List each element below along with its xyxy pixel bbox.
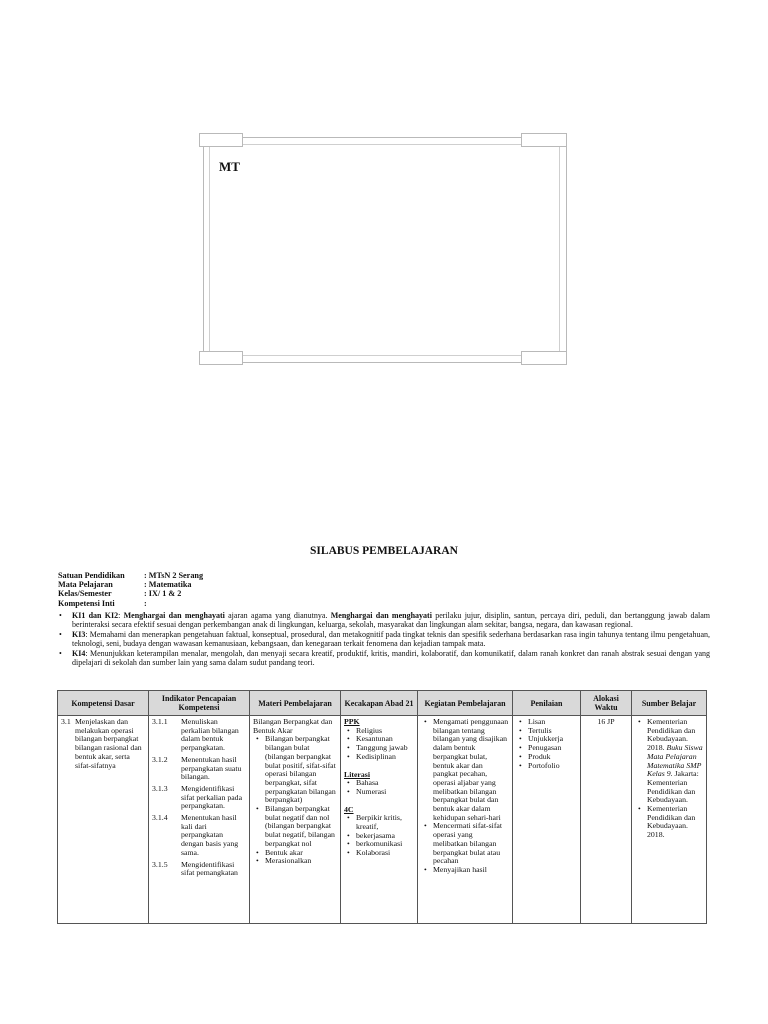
list-item: • Menyajikan hasil (433, 866, 509, 875)
indicator-number: 3.1.5 (152, 859, 168, 869)
kd-number: 3.1 (61, 717, 71, 726)
cover-frame (203, 137, 567, 363)
kecakapan-section-title: 4C (344, 804, 354, 814)
list-item: • Kolaborasi (356, 849, 414, 858)
corner-ornament-top-right (521, 133, 567, 147)
ki-label: KI4 (72, 649, 86, 659)
indicator-text: Menentukan hasil perpangkatan suatu bilangan. (181, 754, 242, 782)
header-cell: Alokasi Waktu (581, 691, 632, 716)
header-cell: Materi Pembelajaran (250, 691, 341, 716)
cover-inner-border (209, 144, 560, 356)
indicator-number: 3.1.3 (152, 783, 168, 793)
list-item: • Numerasi (356, 788, 414, 797)
list-item: • Mengamati penggunaan bilangan tentang bilangan yang disajikan dalam bentuk berpangkat bulat, bentuk akar dan pangkat pecahan, operasi aljabar yang melibatkan bilangan berpangkat bulat dan bentuk akar dalam kehidupan sehari-hari (433, 718, 509, 822)
table-row (58, 716, 707, 924)
kecakapan-section-title: Literasi (344, 769, 370, 779)
identity-block (58, 571, 203, 608)
materi-cell (250, 716, 341, 924)
sumber-list (635, 718, 703, 840)
list-item: • Portofolio (528, 762, 577, 771)
kompetensi-dasar-cell (58, 716, 149, 924)
kecakapan-list (344, 814, 414, 858)
source-text: Jakarta: Kementerian Pendidikan dan Kebudayaan. (647, 769, 699, 805)
list-item: • Produk (528, 753, 577, 762)
ki-text: ajaran agama yang dianutnya. (224, 611, 331, 620)
list-item: • Unjukkerja (528, 735, 577, 744)
indicator-number: 3.1.1 (152, 717, 168, 726)
ki-label: KI1 dan KI2 (72, 611, 119, 620)
indicator-item (152, 785, 246, 811)
list-item: • Kesantunan (356, 735, 414, 744)
indikator-cell (149, 716, 250, 924)
list-item: • Kedisiplinan (356, 753, 414, 762)
identity-key: Kelas/Semester (58, 589, 112, 599)
header-cell: Kompetensi Dasar (58, 691, 149, 716)
source-text: Kementerian Pendidikan dan Kebudayaan. 2018. (647, 717, 696, 753)
indicator-text: Mengidentifikasi sifat perkalian pada perpangkatan. (181, 783, 243, 811)
kd-entry (61, 718, 145, 770)
identity-value: : MTsN 2 Serang (144, 571, 204, 580)
penilaian-list (516, 718, 577, 770)
header-cell: Kecakapan Abad 21 (341, 691, 418, 716)
list-item: • Religius (356, 727, 414, 736)
kegiatan-list (421, 718, 509, 875)
identity-value: : Matematika (144, 580, 192, 590)
identity-value: : (144, 598, 147, 608)
ki-emphasis: Menghargai dan menghayati (330, 611, 432, 620)
indicator-item (152, 861, 246, 878)
sumber-cell (632, 716, 707, 924)
list-item: • Berpikir kritis, kreatif, (356, 814, 414, 831)
source-text: Kementerian Pendidikan dan Kebudayaan. 2018. (647, 804, 696, 840)
kecakapan-section-title: PPK (344, 717, 360, 726)
list-item: • Bilangan berpangkat bulat negatif dan nol (bilangan berpangkat bulat negatif, bilangan berpangkat nol (265, 805, 337, 849)
header-cell: Sumber Belajar (632, 691, 707, 716)
ki-item (58, 630, 710, 648)
materi-list (253, 735, 337, 866)
list-item: • Mencermati sifat-sifat operasi yang melibatkan bilangan berpangkat bulat atau pecahan (433, 822, 509, 866)
indicator-text: Mengidentifikasi sifat pemangkatan (181, 859, 238, 878)
indicator-number: 3.1.2 (152, 754, 168, 764)
identity-row (58, 589, 203, 598)
ki-label: KI3 (72, 630, 86, 640)
ki-text: : Menunjukkan keterampilan menalar, mengolah, dan menyaji secara kreatif, produktif, kritis, mandiri, kolaboratif, dan komunikatif, dalam ranah konkret dan ranah abstrak sesuai dengan yang dipelajari di sekolah dan sumber lain yang sama dalam sudut pandang teori. (72, 649, 710, 668)
list-item: • Tanggung jawab (356, 744, 414, 753)
ki-text: : Memahami dan menerapkan pengetahuan faktual, konseptual, prosedural, dan metakognitif pada tingkat teknis dan spesifik sederhana berdasarkan rasa ingin tahunya tentang ilmu pengetahuan, teknologi, seni, budaya dengan wawasan kemanusiaan, kebangsaan, dan kenegaraan terkait fenomena dan kejadian tampak mata. (72, 630, 710, 649)
list-item: • Merasionalkan (265, 857, 337, 866)
indicator-number: 3.1.4 (152, 813, 168, 823)
source-title: Buku Siswa Mata Pelajaran Matematika SMP Kelas 9. (647, 743, 703, 779)
corner-ornament-bottom-left (199, 351, 243, 365)
list-item: • berkomunikasi (356, 840, 414, 849)
header-cell: Kegiatan Pembelajaran (418, 691, 513, 716)
kecakapan-list (344, 779, 414, 796)
indicator-item (152, 756, 246, 782)
alokasi-cell: 16 JP (581, 716, 632, 924)
corner-ornament-bottom-right (521, 351, 567, 365)
ki-text: : (118, 611, 124, 620)
table-header-row (58, 691, 707, 716)
list-item: • Bahasa (356, 779, 414, 788)
kegiatan-cell (418, 716, 513, 924)
document-title: SILABUS PEMBELAJARAN (310, 545, 458, 557)
corner-ornament-top-left (199, 133, 243, 147)
materi-heading: Bilangan Berpangkat dan Bentuk Akar (253, 717, 333, 735)
identity-key: Satuan Pendidikan (58, 571, 125, 580)
list-item: • Bentuk akar (265, 849, 337, 858)
ki-text: perilaku jujur, disiplin, santun, percaya diri, peduli, dan bertanggung jawab dalam berinteraksi secara efektif sesuai dengan perkembangan anak di lingkungan, keluarga, sekolah, masyarakat dan lingkungan alam sekitar, bangsa, negara, dan kawasan regional. (72, 611, 710, 630)
header-cell: Penilaian (513, 691, 581, 716)
list-item: • bekerjasama (356, 832, 414, 841)
indicator-text: Menuliskan perkalian bilangan dalam bentuk perpangkatan. (181, 717, 239, 753)
kecakapan-list (344, 727, 414, 762)
list-item: • Bilangan berpangkat bilangan bulat (bilangan berpangkat bulat positif, sifat-sifat operasi bilangan berpangkat, sifat perpangkatan bilangan berpangkat) (265, 735, 337, 805)
identity-key: Kompetensi Inti (58, 598, 115, 608)
ki-item (58, 649, 710, 667)
identity-value: : IX/ 1 & 2 (144, 589, 182, 599)
indicator-text: Menentukan hasil kali dari perpangkatan dengan basis yang sama. (181, 813, 239, 857)
list-item: • Penugasan (528, 744, 577, 753)
penilaian-cell (513, 716, 581, 924)
list-item: • Lisan (528, 718, 577, 727)
identity-row (58, 580, 203, 589)
identity-row (58, 571, 203, 580)
ki-emphasis: Menghargai dan menghayati (123, 611, 225, 620)
cover-logo-text: MT (219, 159, 240, 174)
list-item: • Tertulis (528, 727, 577, 736)
syllabus-table (57, 690, 707, 924)
indicator-item (152, 814, 246, 858)
kecakapan-cell (341, 716, 418, 924)
ki-item (58, 611, 710, 629)
identity-row (58, 599, 203, 608)
kd-text: Menjelaskan dan melakukan operasi bilangan berpangkat bilangan rasional dan bentuk akar, serta sifat-sifatnya (75, 717, 142, 770)
kompetensi-inti-list (58, 611, 710, 669)
indicator-item (152, 718, 246, 753)
identity-key: Mata Pelajaran (58, 580, 113, 590)
list-item (647, 805, 703, 840)
header-cell: Indikator Pencapaian Kompetensi (149, 691, 250, 716)
list-item (647, 718, 703, 805)
